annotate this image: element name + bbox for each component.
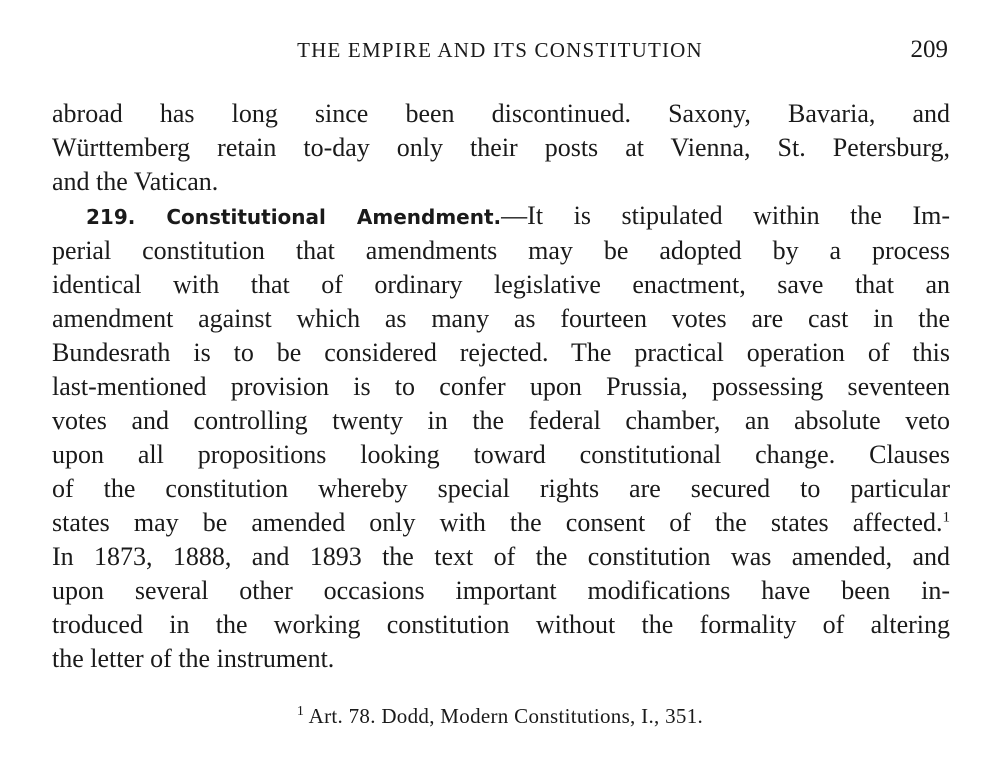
text-segment: states may be amended only with the consent of the states affected. <box>52 508 943 537</box>
page-number: 209 <box>910 36 948 63</box>
section-paragraph <box>52 199 950 676</box>
text-line: and the Vatican. <box>52 167 219 196</box>
text-line: the letter of the instrument. <box>52 644 335 673</box>
text-line-with-footnote <box>52 506 950 540</box>
running-head <box>0 38 1000 68</box>
text-line: upon all propositions looking toward constitutional change. Clauses <box>52 440 950 469</box>
text-line: troduced in the working constitution without the formality of altering <box>52 610 950 639</box>
footnote <box>0 704 1000 729</box>
text-line: In 1873, 1888, and 1893 the text of the constitution was amended, and <box>52 542 950 571</box>
text-line: perial constitution that amendments may be adopted by a process <box>52 236 950 265</box>
section-first-line-text: —It is stipulated within the Im- <box>501 201 951 230</box>
running-title: THE EMPIRE AND ITS CONSTITUTION <box>297 38 703 62</box>
carryover-paragraph <box>52 97 950 199</box>
footnote-text: Art. 78. Dodd, Modern Constitutions, I., 351. <box>308 704 704 728</box>
section-heading: 219. Constitutional Amendment. <box>86 205 502 229</box>
text-line: Bundesrath is to be considered rejected. The practical operation of this <box>52 338 950 367</box>
text-line: abroad has long since been discontinued. Saxony, Bavaria, and <box>52 99 950 128</box>
text-line: votes and controlling twenty in the federal chamber, an absolute veto <box>52 406 950 435</box>
section-first-line <box>52 199 950 234</box>
text-line: upon several other occasions important modifications have been in- <box>52 576 950 605</box>
text-line: identical with that of ordinary legislative enactment, save that an <box>52 270 950 299</box>
footnote-reference: 1 <box>942 509 950 526</box>
text-line: amendment against which as many as fourteen votes are cast in the <box>52 304 950 333</box>
text-line: last-mentioned provision is to confer upon Prussia, possessing seventeen <box>52 372 950 401</box>
text-line: of the constitution whereby special rights are secured to particular <box>52 474 950 503</box>
footnote-mark: 1 <box>296 704 305 719</box>
text-line: Württemberg retain to-day only their posts at Vienna, St. Petersburg, <box>52 133 950 162</box>
body-text <box>52 97 950 676</box>
